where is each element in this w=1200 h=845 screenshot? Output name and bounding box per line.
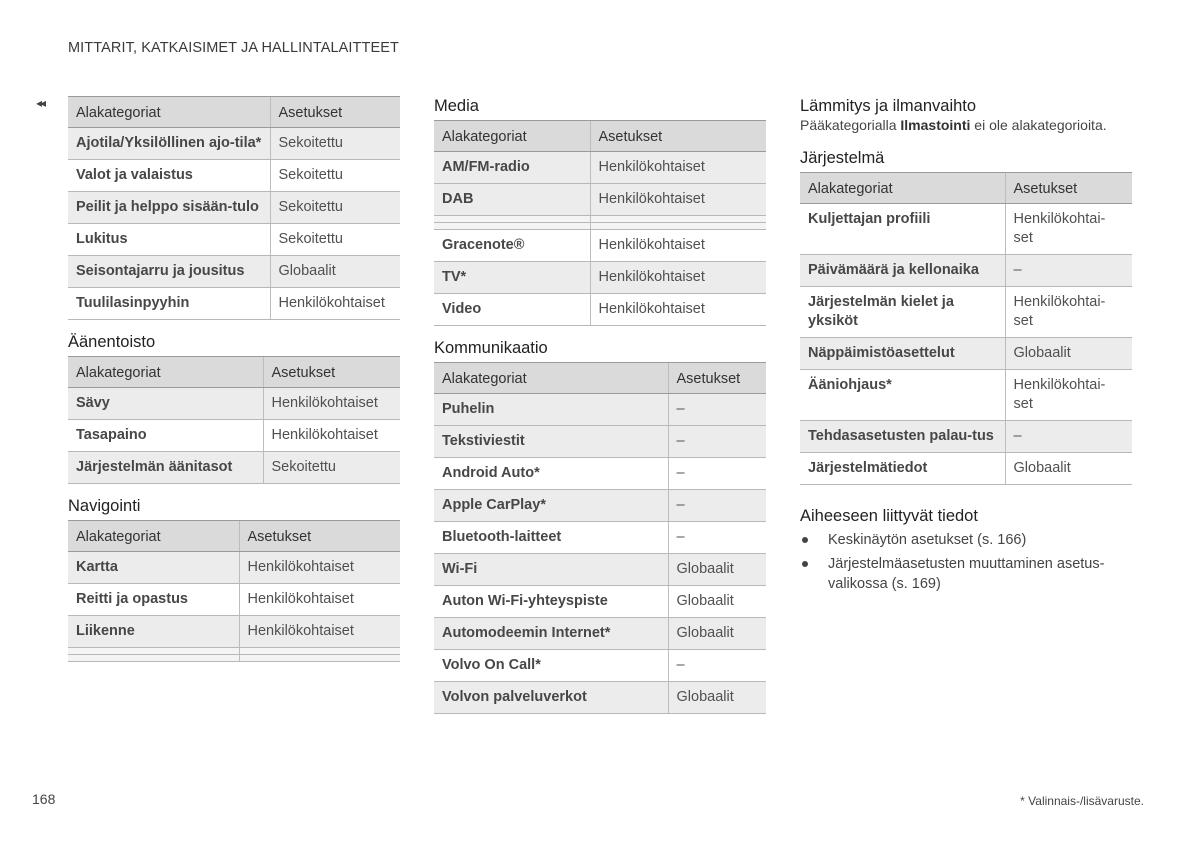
table-row [68, 288, 400, 320]
setting: Globaalit [668, 618, 766, 650]
subcategory: Tuulilasinpyyhin [68, 288, 270, 320]
page-header: MITTARIT, KATKAISIMET JA HALLINTALAITTEET [68, 40, 399, 56]
table-row [434, 184, 766, 216]
header-settings: Asetukset [668, 363, 766, 394]
table-row [800, 370, 1132, 421]
header-subcategories: Alakategoriat [434, 363, 668, 394]
setting: – [668, 458, 766, 490]
setting: Henkilökohtaiset [590, 152, 766, 184]
setting: Henkilökohtaiset [270, 288, 400, 320]
table-row [68, 128, 400, 160]
header-settings: Asetukset [1005, 173, 1132, 204]
table-row [68, 452, 400, 484]
setting: Henkilökohtaiset [239, 552, 400, 584]
subcategory: Järjestelmätiedot [800, 453, 1005, 485]
subcategory: Järjestelmän kielet ja yksiköt [800, 287, 1005, 338]
setting: Henkilökohtai-set [1005, 370, 1132, 421]
settings-table-general [68, 96, 400, 320]
footnote: * Valinnais-/lisävaruste. [1020, 794, 1144, 808]
subcategory: Puhelin [434, 394, 668, 426]
related-info-list [800, 530, 1132, 594]
empty-row [68, 655, 400, 662]
table-row [434, 458, 766, 490]
table-row [434, 650, 766, 682]
settings-table-communication [434, 362, 766, 714]
column-3 [800, 96, 1132, 598]
section-title-navigation: Navigointi [68, 497, 141, 515]
subcategory: Liikenne [68, 616, 239, 648]
subcategory: Sävy [68, 388, 263, 420]
settings-table-audio [68, 356, 400, 484]
related-link[interactable]: Keskinäytön asetukset (s. 166) [800, 530, 1132, 550]
table-row [434, 522, 766, 554]
back-arrows-icon[interactable]: ◂◂ [36, 96, 45, 110]
setting: Henkilökohtaiset [590, 262, 766, 294]
table-row [68, 584, 400, 616]
setting: Globaalit [1005, 453, 1132, 485]
setting: Henkilökohtaiset [239, 584, 400, 616]
section-title-audio: Äänentoisto [68, 333, 156, 351]
setting: – [668, 394, 766, 426]
section-title-communication: Kommunikaatio [434, 339, 548, 357]
column-1 [68, 96, 400, 662]
setting: – [668, 650, 766, 682]
setting: – [668, 522, 766, 554]
setting: Globaalit [1005, 338, 1132, 370]
setting: – [1005, 255, 1132, 287]
subcategory: Ajotila/Yksilöllinen ajo-tila* [68, 128, 270, 160]
table-row [68, 552, 400, 584]
table-row [434, 152, 766, 184]
setting: Globaalit [270, 256, 400, 288]
subcategory: AM/FM-radio [434, 152, 590, 184]
setting: Henkilökohtaiset [239, 616, 400, 648]
table-row [434, 230, 766, 262]
setting: Henkilökohtai-set [1005, 204, 1132, 255]
page-number: 168 [32, 791, 56, 807]
climate-description: Pääkategorialla Ilmastointi ei ole alakategorioita. [800, 117, 1107, 133]
table-row [800, 255, 1132, 287]
subcategory: DAB [434, 184, 590, 216]
table-row [68, 224, 400, 256]
header-subcategories: Alakategoriat [68, 97, 270, 128]
table-row [68, 160, 400, 192]
subcategory: Volvon palveluverkot [434, 682, 668, 714]
table-row [68, 256, 400, 288]
subcategory: Reitti ja opastus [68, 584, 239, 616]
header-subcategories: Alakategoriat [68, 357, 263, 388]
setting: Sekoitettu [263, 452, 400, 484]
subcategory: Näppäimistöasettelut [800, 338, 1005, 370]
settings-table-media [434, 120, 766, 326]
header-subcategories: Alakategoriat [434, 121, 590, 152]
subcategory: Tehdasasetusten palau-tus [800, 421, 1005, 453]
table-row [800, 421, 1132, 453]
header-subcategories: Alakategoriat [68, 521, 239, 552]
subcategory: Volvo On Call* [434, 650, 668, 682]
section-title-system: Järjestelmä [800, 149, 885, 167]
table-row [434, 426, 766, 458]
subcategory: Ääniohjaus* [800, 370, 1005, 421]
subcategory: Tekstiviestit [434, 426, 668, 458]
table-row [434, 490, 766, 522]
subcategory: Seisontajarru ja jousitus [68, 256, 270, 288]
column-2 [434, 96, 766, 714]
setting: Henkilökohtaiset [590, 294, 766, 326]
table-row [800, 287, 1132, 338]
table-row [68, 616, 400, 648]
header-settings: Asetukset [270, 97, 400, 128]
subcategory: Kartta [68, 552, 239, 584]
subcategory: Automodeemin Internet* [434, 618, 668, 650]
header-settings: Asetukset [263, 357, 400, 388]
subcategory: Valot ja valaistus [68, 160, 270, 192]
related-link[interactable]: Järjestelmäasetusten muuttaminen asetus-valikossa (s. 169) [800, 554, 1132, 594]
section-title-media: Media [434, 97, 479, 115]
setting: Henkilökohtaiset [263, 420, 400, 452]
setting: Globaalit [668, 586, 766, 618]
setting: Globaalit [668, 554, 766, 586]
subcategory: Wi-Fi [434, 554, 668, 586]
table-row [434, 394, 766, 426]
empty-row [68, 648, 400, 655]
table-row [800, 204, 1132, 255]
subcategory: Tasapaino [68, 420, 263, 452]
subcategory: Päivämäärä ja kellonaika [800, 255, 1005, 287]
setting: – [668, 426, 766, 458]
table-row [68, 420, 400, 452]
subcategory: Lukitus [68, 224, 270, 256]
table-row [434, 618, 766, 650]
subcategory: Bluetooth-laitteet [434, 522, 668, 554]
setting: Henkilökohtaiset [263, 388, 400, 420]
table-row [68, 388, 400, 420]
subcategory: Järjestelmän äänitasot [68, 452, 263, 484]
setting: Henkilökohtaiset [590, 184, 766, 216]
header-subcategories: Alakategoriat [800, 173, 1005, 204]
table-row [434, 586, 766, 618]
subcategory: Auton Wi-Fi-yhteyspiste [434, 586, 668, 618]
empty-row [434, 223, 766, 230]
setting: – [1005, 421, 1132, 453]
related-info-title: Aiheeseen liittyvät tiedot [800, 507, 978, 525]
subcategory: TV* [434, 262, 590, 294]
settings-table-system [800, 172, 1132, 485]
climate-keyword: Ilmastointi [900, 117, 971, 133]
subcategory: Android Auto* [434, 458, 668, 490]
setting: Sekoitettu [270, 128, 400, 160]
table-row [434, 262, 766, 294]
subcategory: Apple CarPlay* [434, 490, 668, 522]
subcategory: Video [434, 294, 590, 326]
header-settings: Asetukset [590, 121, 766, 152]
setting: Sekoitettu [270, 224, 400, 256]
header-settings: Asetukset [239, 521, 400, 552]
subcategory: Peilit ja helppo sisään-tulo [68, 192, 270, 224]
setting: – [668, 490, 766, 522]
table-row [800, 338, 1132, 370]
setting: Henkilökohtaiset [590, 230, 766, 262]
table-row [434, 682, 766, 714]
setting: Sekoitettu [270, 160, 400, 192]
table-row [434, 294, 766, 326]
setting: Globaalit [668, 682, 766, 714]
setting: Henkilökohtai-set [1005, 287, 1132, 338]
section-title-climate: Lämmitys ja ilmanvaihto [800, 97, 977, 115]
table-row [68, 192, 400, 224]
setting: Sekoitettu [270, 192, 400, 224]
table-row [434, 554, 766, 586]
settings-table-navigation [68, 520, 400, 662]
subcategory: Gracenote® [434, 230, 590, 262]
table-row [800, 453, 1132, 485]
empty-row [434, 216, 766, 223]
subcategory: Kuljettajan profiili [800, 204, 1005, 255]
